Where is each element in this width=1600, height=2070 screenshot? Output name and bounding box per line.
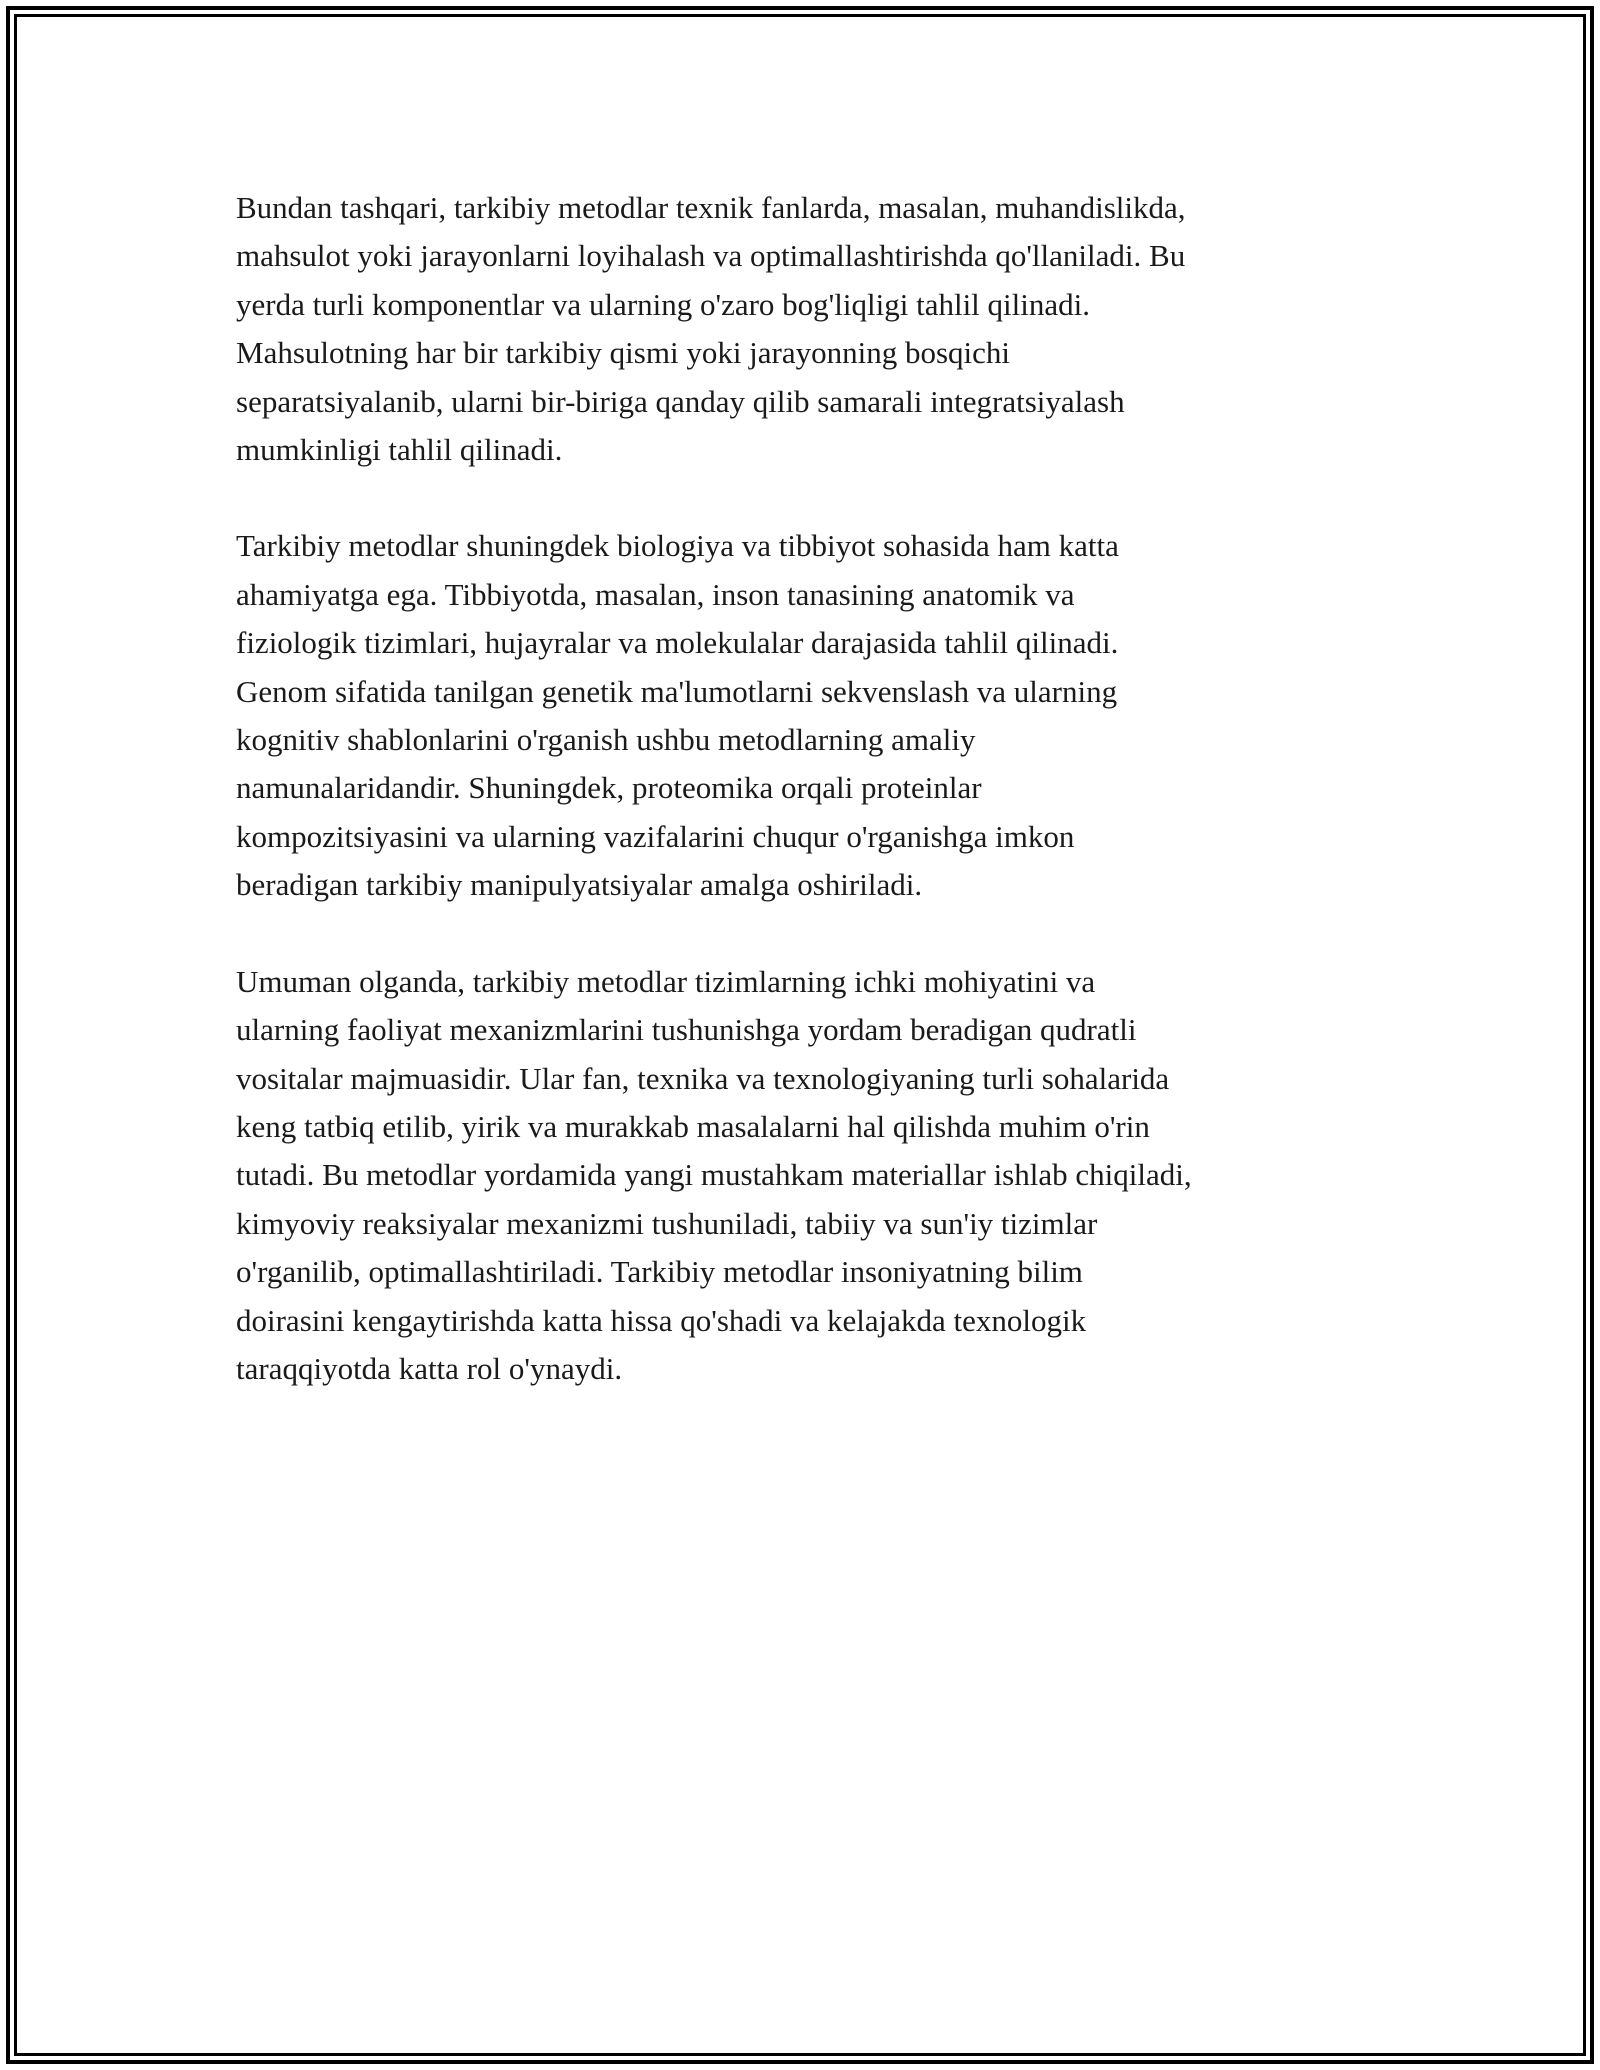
paragraph-3: Umuman olganda, tarkibiy metodlar tizimlarning ichki mohiyatini va ularning faoliyat mexanizmlarini tushunishga yordam beradigan qudratli vositalar majmuasidir. Ular fan, texnika va texnologiyaning turli sohalarida keng tatbiq etilib, yirik va murakkab masalalarni hal qilishda muhim o'rin tutadi. Bu metodlar yordamida yangi mustahkam materiallar ishlab chiqiladi, kimyoviy reaksiyalar mexanizmi tushuniladi, tabiiy va sun'iy tizimlar o'rganilib, optimallashtiriladi. Tarkibiy metodlar insoniyatning bilim doirasini kengaytirishda katta hissa qo'shadi va kelajakda texnologik taraqqiyotda katta rol o'ynaydi. — [236, 963, 1192, 1386]
document-body — [236, 184, 1376, 1441]
paragraph-2: Tarkibiy metodlar shuningdek biologiya va tibbiyot sohasida ham katta ahamiyatga ega. Tibbiyotda, masalan, inson tanasining anatomik va fiziologik tizimlari, hujayralar va molekulalar darajasida tahlil qilinadi. Genom sifatida tanilgan genetik ma'lumotlarni sekvenslash va ularning kognitiv shablonlarini o'rganish ushbu metodlarning amaliy namunalaridandir. Shuningdek, proteomika orqali proteinlar kompozitsiyasini va ularning vazifalarini chuqur o'rganishga imkon beradigan tarkibiy manipulyatsiyalar amalga oshiriladi. — [236, 528, 1119, 903]
paragraph-1: Bundan tashqari, tarkibiy metodlar texnik fanlarda, masalan, muhandislikda, mahsulot yoki jarayonlarni loyihalash va optimallashtirishda qo'llaniladi. Bu yerda turli komponentlar va ularning o'zaro bog'liqligi tahlil qilinadi. Mahsulotning har bir tarkibiy qismi yoki jarayonning bosqichi separatsiyalanib, ularni bir-biriga qanday qilib samarali integratsiyalash mumkinligi tahlil qilinadi. — [236, 190, 1186, 468]
